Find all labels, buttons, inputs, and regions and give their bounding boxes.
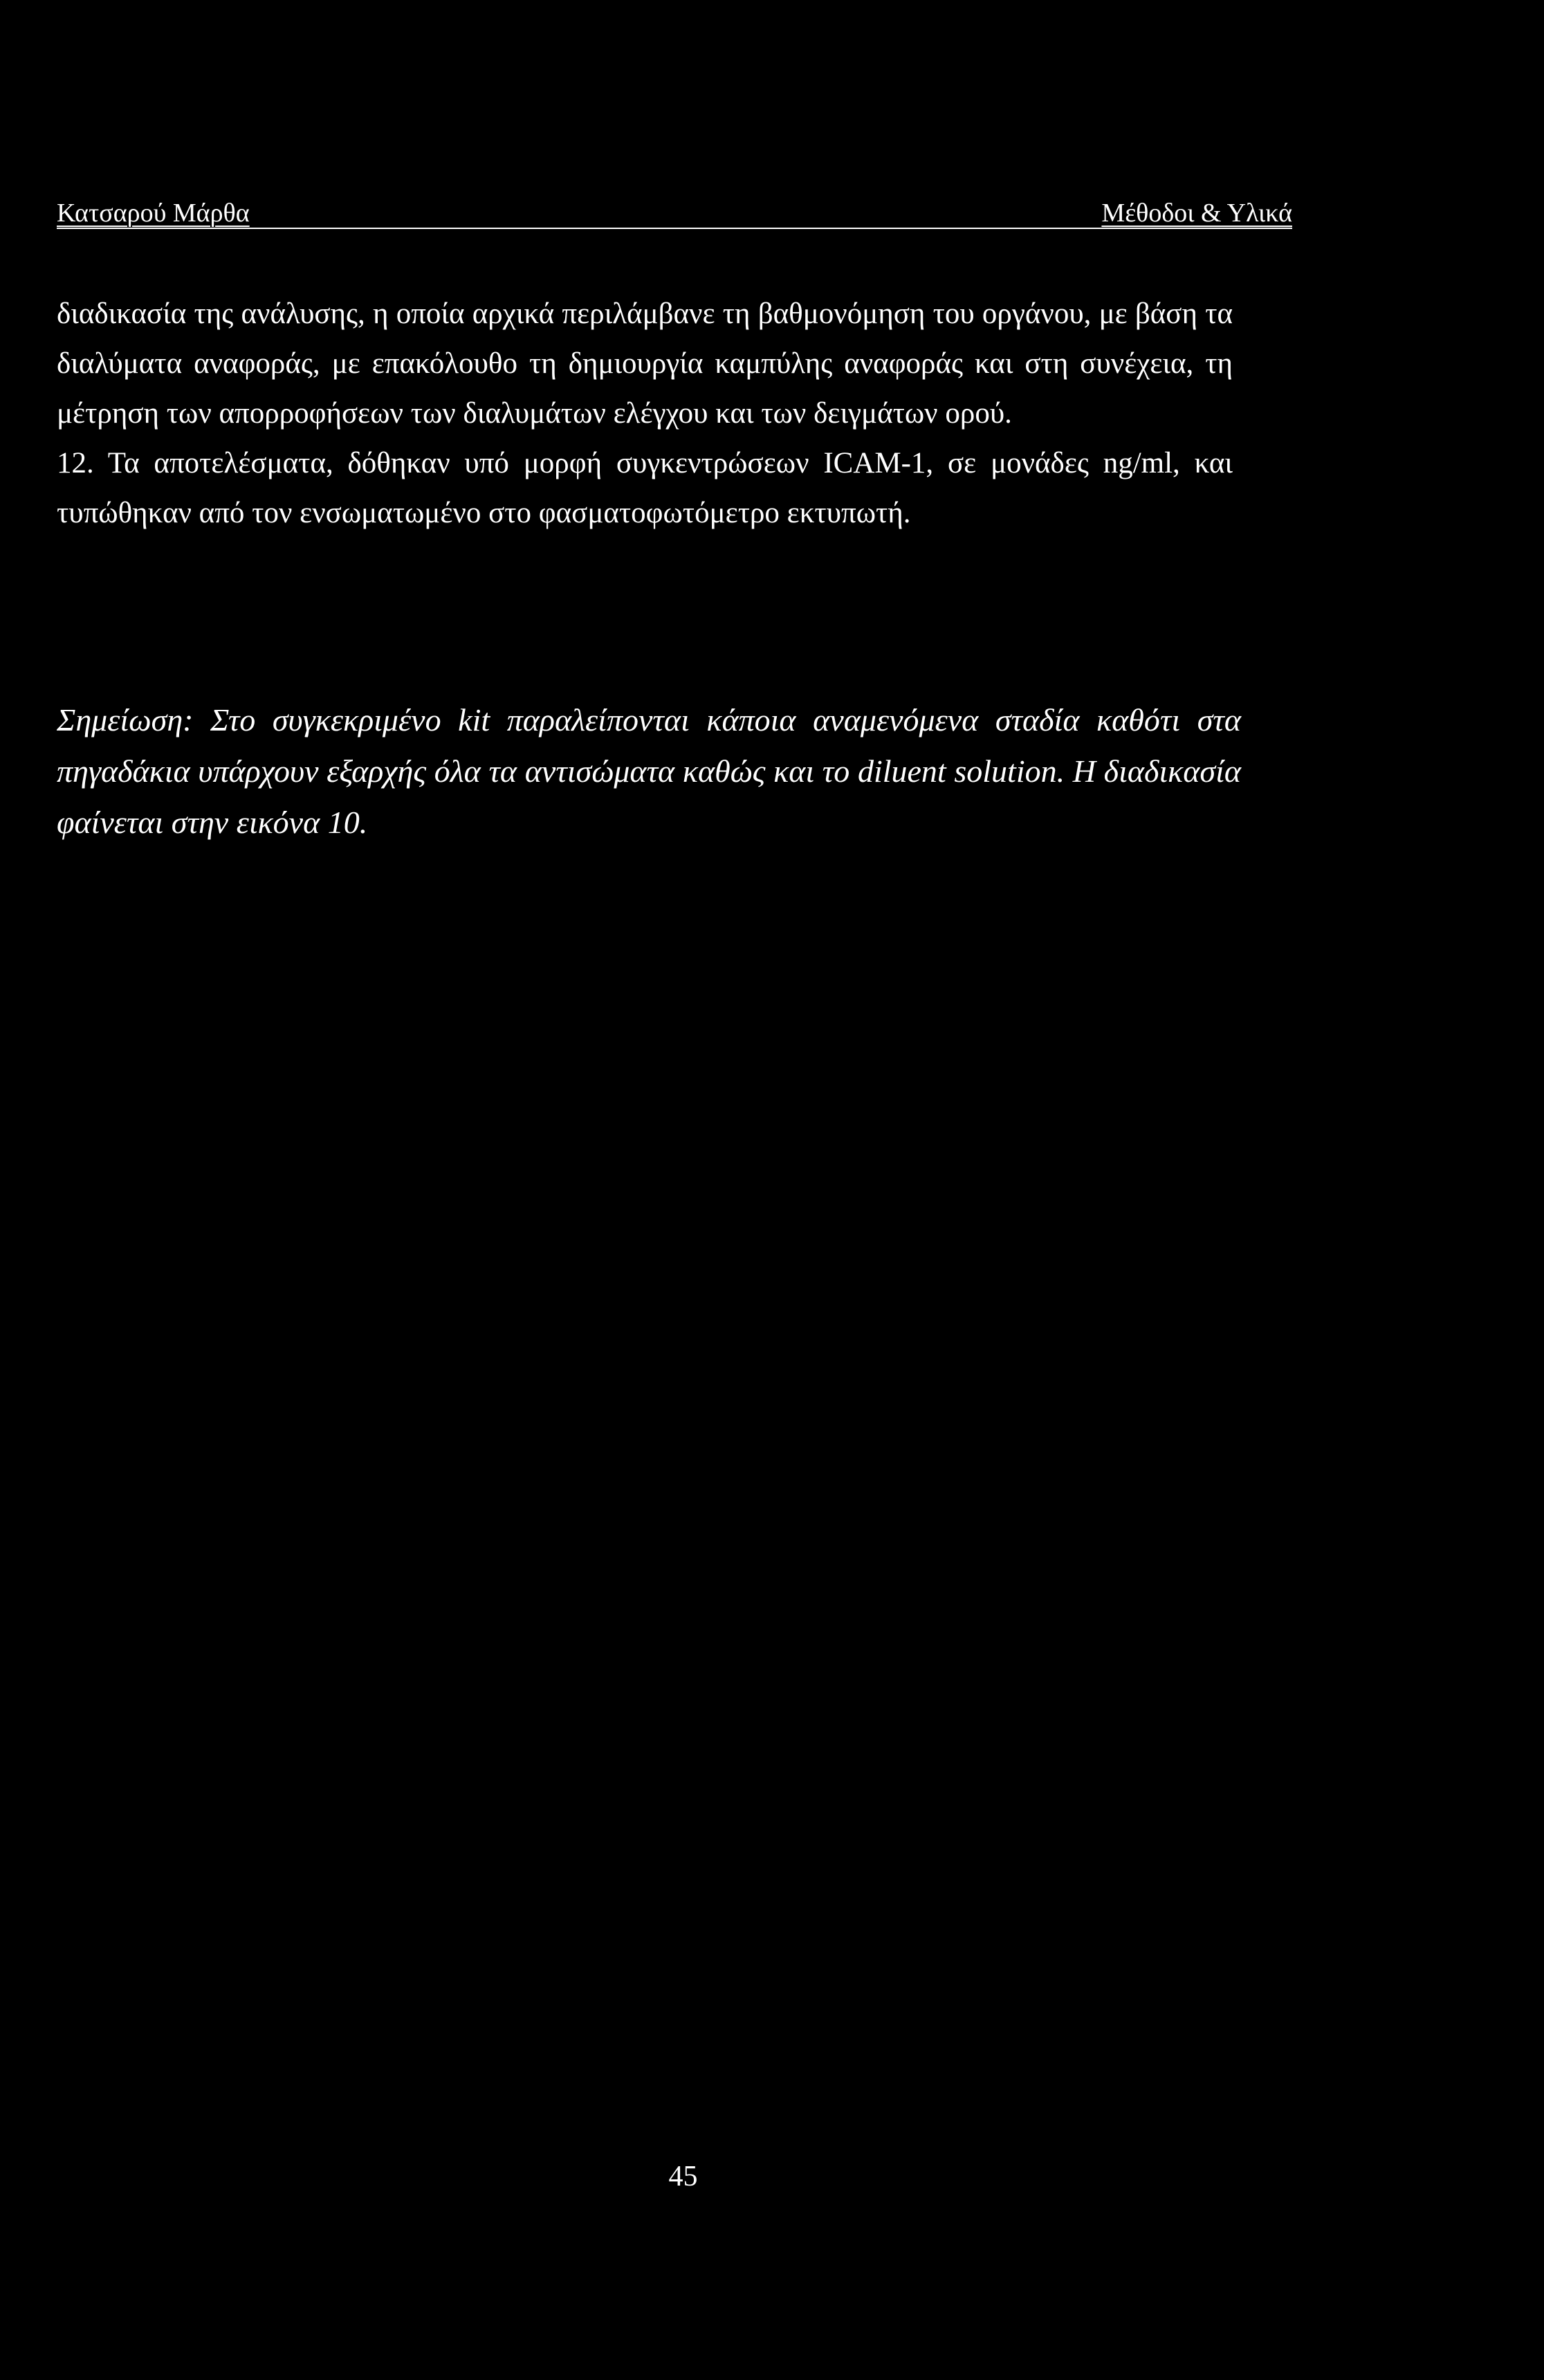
header-rule bbox=[57, 228, 1292, 229]
note-text: Στο συγκεκριμένο kit παραλείπονται κάποια αναμενόμενα σταδία καθότι στα πηγαδάκια υπάρχουν εξαρχής όλα τα αντισώματα καθώς και το diluent solution. Η διαδικασία φαίνεται στην εικόνα 10. bbox=[57, 702, 1241, 840]
note-paragraph bbox=[57, 695, 1241, 848]
header-author: Κατσαρού Μάρθα bbox=[57, 199, 250, 228]
header-section-title: Μέθοδοι & Υλικά bbox=[1101, 199, 1292, 228]
paragraph-step-12: 12. Τα αποτελέσματα, δόθηκαν υπό μορφή συγκεντρώσεων ICAM-1, σε μονάδες ng/ml, και τυπώθηκαν από τον ενσωματωμένο στο φασματοφωτόμετρο εκτυπωτή. bbox=[57, 447, 1233, 529]
paragraph-continued: διαδικασία της ανάλυσης, η οποία αρχικά περιλάμβανε τη βαθμονόμηση του οργάνου, με βάση τα διαλύματα αναφοράς, με επακόλουθο τη δημιουργία καμπύλης αναφοράς και στη συνέχεια, τη μέτρηση των απορροφήσεων των διαλυμάτων ελέγχου και των δειγμάτων ορού. bbox=[57, 298, 1233, 430]
body-text bbox=[57, 289, 1233, 538]
page-number: 45 bbox=[668, 2161, 698, 2193]
running-header bbox=[57, 196, 1292, 230]
note-label: Σημείωση: bbox=[57, 702, 194, 738]
